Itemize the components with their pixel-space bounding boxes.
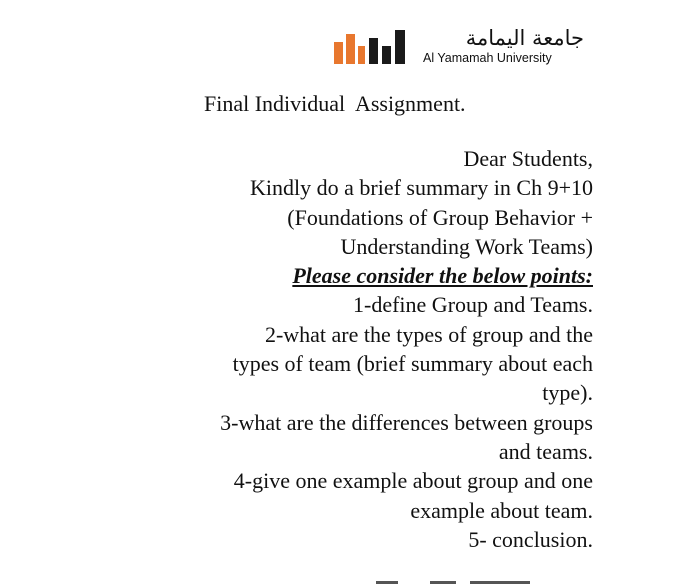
logo-bar — [382, 46, 391, 64]
body-line: 3-what are the differences between groups — [220, 409, 593, 435]
body-line: example about team. — [410, 497, 593, 523]
assignment-title: Final Individual Assignment. — [204, 91, 466, 116]
logo-arabic-name: جامعة اليمامة — [465, 26, 584, 50]
body-line: 4-give one example about group and one — [233, 468, 593, 494]
body-line: Dear Students, — [463, 146, 593, 171]
assignment-body — [153, 144, 593, 554]
body-line: type). — [542, 380, 593, 406]
logo-bar — [346, 34, 355, 64]
body-line: 2-what are the types of group and the — [264, 321, 593, 347]
university-logo — [334, 22, 604, 72]
logo-bar — [395, 30, 405, 64]
body-line: (Foundations of Group Behavior + — [287, 204, 593, 230]
logo-bar — [369, 38, 378, 64]
body-line: types of team (brief summary about each — [232, 351, 593, 377]
instructions-heading: Please consider the below points: — [292, 263, 593, 289]
body-line: and teams. — [498, 438, 593, 464]
logo-english-name: Al Yamamah University — [423, 51, 552, 65]
body-line: Kindly do a brief summary in Ch 9+10 — [250, 175, 593, 201]
logo-bars-icon — [334, 30, 412, 64]
body-line: 5- conclusion. — [468, 526, 593, 552]
body-line: Understanding Work Teams) — [340, 233, 593, 259]
cropped-next-line — [0, 575, 700, 587]
logo-bar — [334, 42, 343, 64]
logo-bar — [358, 46, 365, 64]
body-line: 1-define Group and Teams. — [353, 292, 593, 318]
